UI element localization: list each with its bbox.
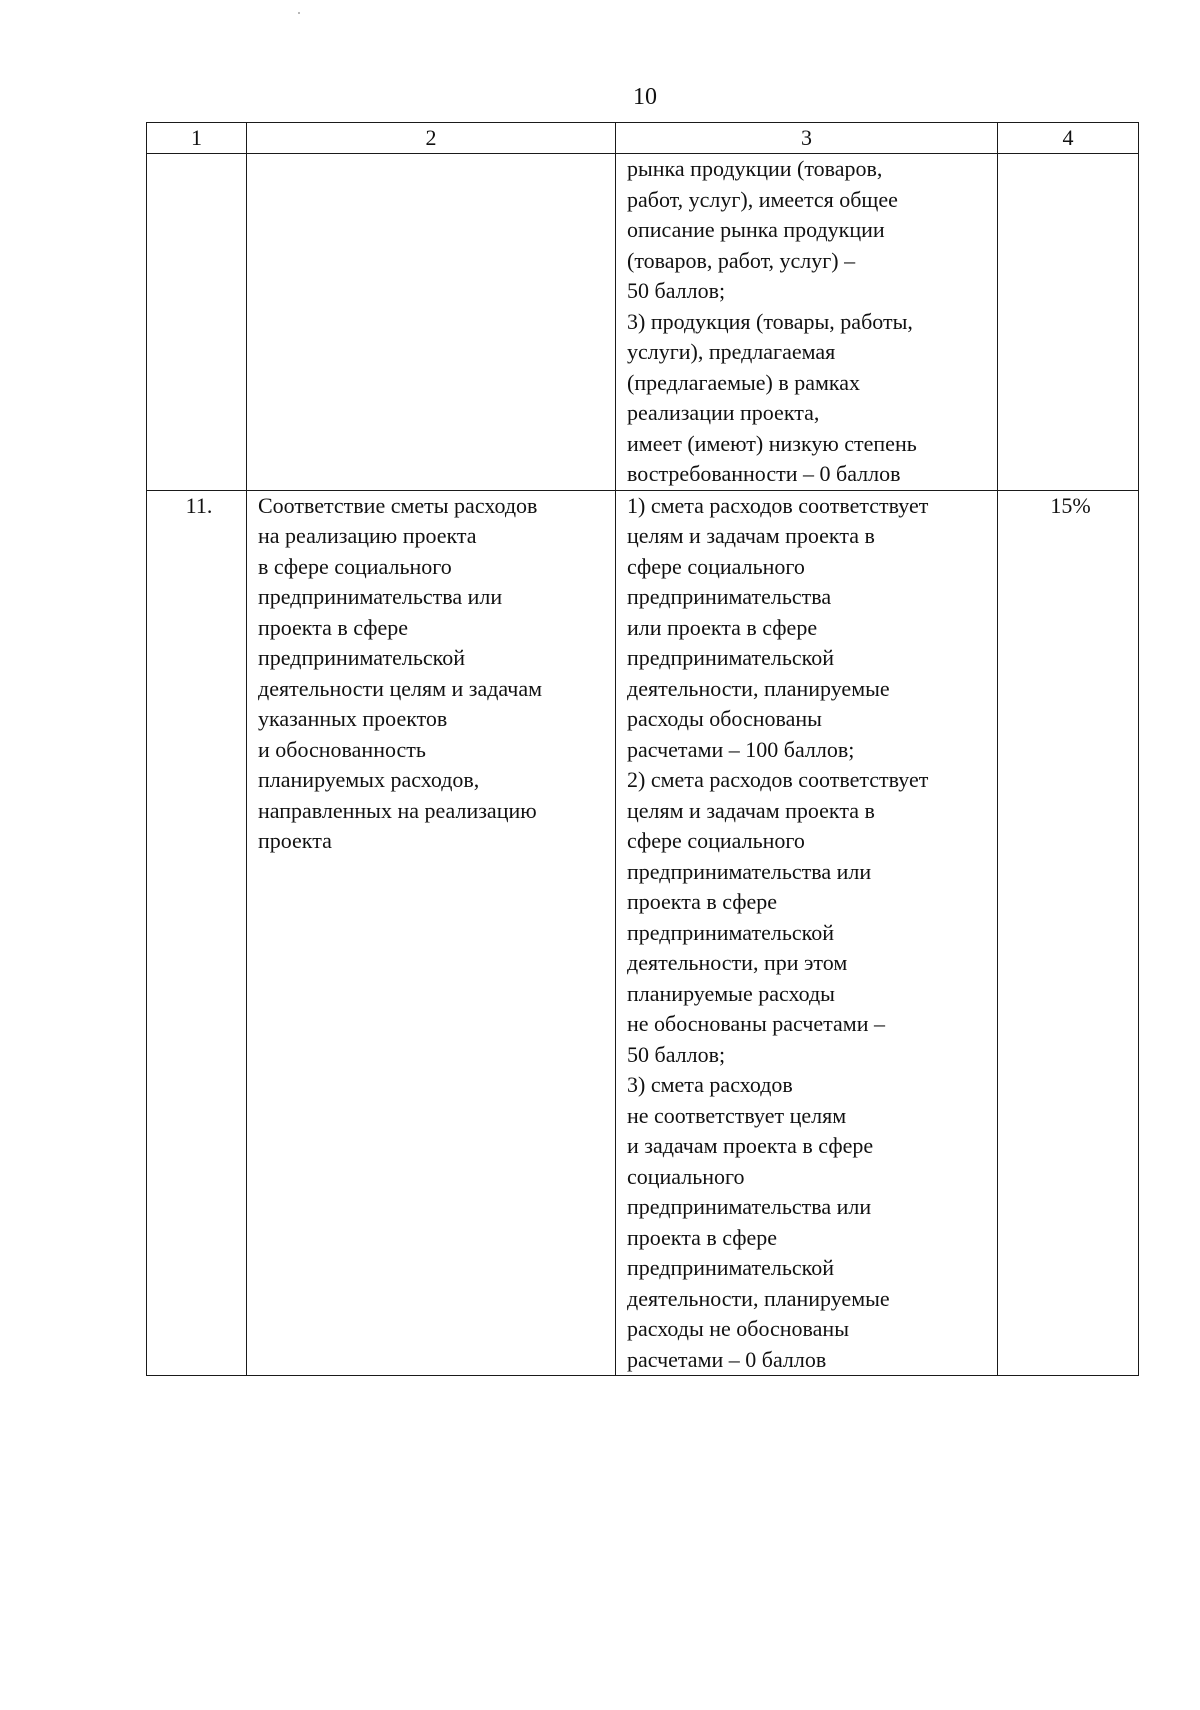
text-line: указанных проектов [258, 706, 448, 731]
table-row [147, 490, 1139, 1376]
text-line: предпринимательства или [627, 1194, 872, 1219]
text-line: 3) продукция (товары, работы, [627, 308, 913, 334]
text-line: имеет (имеют) низкую степень [627, 430, 917, 456]
text-line: деятельности, при этом [627, 950, 848, 975]
text-line: Соответствие сметы расходов [258, 492, 538, 518]
text-line: целям и задачам проекта в [627, 797, 875, 823]
text-line: описание рынка продукции [627, 217, 885, 242]
scoring-cell [616, 154, 998, 491]
text-line: не соответствует целям [627, 1102, 847, 1128]
text-line: работ, услуг), имеется общее [627, 186, 898, 212]
scoring-cell [616, 490, 998, 1376]
text-line: или проекта в сфере [627, 614, 818, 640]
text-line: 50 баллов; [627, 278, 726, 303]
header-row [147, 123, 1139, 154]
text-line: 1) смета расходов соответствует [627, 492, 929, 518]
text-line: проекта в сфере [627, 889, 778, 914]
text-line: направленных на реализацию [258, 797, 537, 823]
text-line: и обоснованность [258, 736, 426, 762]
text-line: в сфере социального [258, 553, 452, 579]
text-line: сфере социального [627, 828, 805, 853]
criterion-cell [247, 490, 616, 1376]
criteria-table [146, 122, 1139, 1376]
text-line: целям и задачам проекта в [627, 523, 875, 548]
text-line: предпринимательской [627, 919, 835, 945]
text-line: (предлагаемые) в рамках [627, 369, 861, 395]
text-line: проекта [258, 828, 332, 853]
text-line: расчетами – 0 баллов [627, 1346, 827, 1372]
text-line: предпринимательства или [258, 584, 503, 609]
scan-speck [298, 12, 300, 14]
text-line: и задачам проекта в сфере [627, 1133, 874, 1158]
header-cell-4: 4 [998, 123, 1139, 154]
text-line: предпринимательства [627, 584, 832, 609]
text-line: 50 баллов; [627, 1041, 726, 1067]
text-line: сфере социального [627, 553, 805, 579]
header-cell-1: 1 [147, 123, 247, 154]
text-line: предпринимательства или [627, 858, 872, 884]
text-line: проекта в сфере [627, 1224, 778, 1250]
text-line: не обоснованы расчетами – [627, 1011, 885, 1036]
weight-cell [998, 154, 1139, 491]
text-line: деятельности, планируемые [627, 675, 890, 701]
text-line: планируемые расходы [627, 980, 835, 1006]
text-line: на реализацию проекта [258, 523, 477, 548]
text-line: проекта в сфере [258, 614, 409, 640]
table-row [147, 154, 1139, 491]
text-line: предпринимательской [627, 645, 835, 670]
criterion-cell [247, 154, 616, 491]
text-line: планируемых расходов, [258, 767, 480, 792]
weight-cell: 15% [998, 490, 1139, 1376]
text-line: 3) смета расходов [627, 1072, 793, 1097]
row-number-cell [147, 154, 247, 491]
text-line: услуги), предлагаемая [627, 339, 836, 364]
header-cell-2: 2 [247, 123, 616, 154]
text-line: рынка продукции (товаров, [627, 156, 883, 181]
text-line: расчетами – 100 баллов; [627, 736, 855, 762]
row-number-cell: 11. [147, 490, 247, 1376]
text-line: реализации проекта, [627, 400, 820, 425]
text-line: предпринимательской [258, 645, 466, 670]
text-line: расходы не обоснованы [627, 1316, 849, 1341]
text-line: востребованности – 0 баллов [627, 461, 901, 486]
text-line: предпринимательской [627, 1255, 835, 1280]
text-line: (товаров, работ, услуг) – [627, 247, 856, 273]
text-line: деятельности, планируемые [627, 1285, 890, 1311]
text-line: расходы обоснованы [627, 706, 822, 731]
header-cell-3: 3 [616, 123, 998, 154]
text-line: социального [627, 1163, 745, 1189]
text-line: 2) смета расходов соответствует [627, 767, 929, 792]
text-line: деятельности целям и задачам [258, 675, 543, 701]
page-number: 10 [633, 84, 657, 110]
